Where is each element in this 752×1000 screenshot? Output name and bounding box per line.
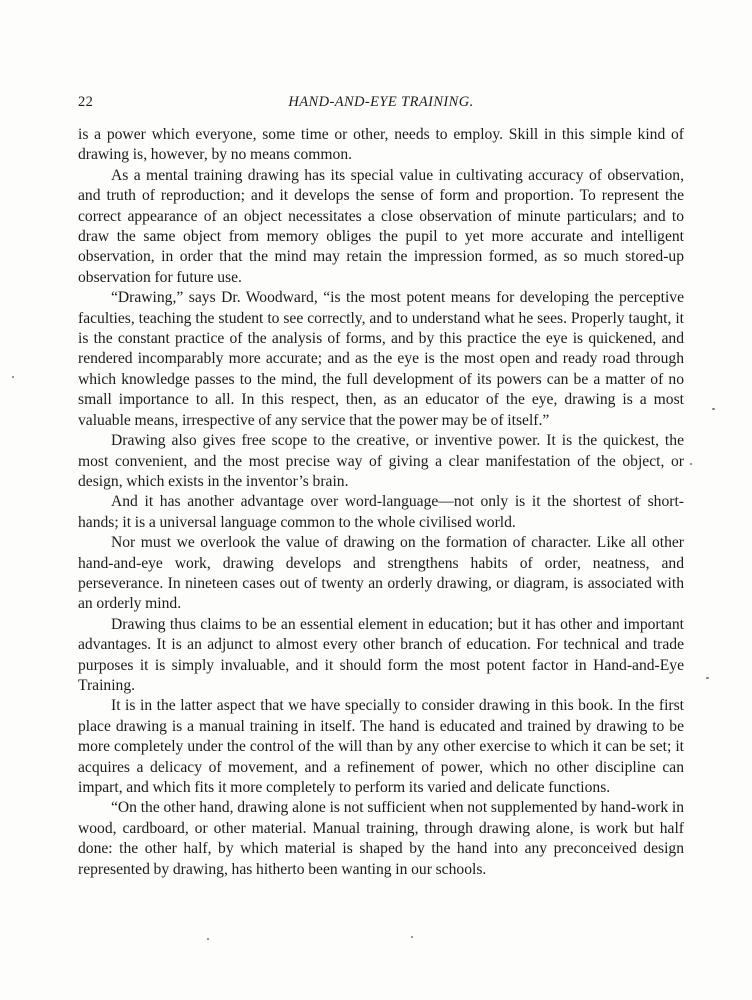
paragraph-2: As a mental training drawing has its special value in cultivating accuracy of observation, and truth of reproduction; and it develops the sense of form and proportion. To represent the correct appearance of an object necessitates a close observation of minute particulars; and to draw the same object from memory obliges the pupil to yet more accurate and intelligent observation, in order that the mind may retain the impression formed, as so much stored-up observation for future use. — [78, 166, 684, 286]
paragraph-7: Drawing thus claims to be an essential element in education; but it has other and important advantages. It is an adjunct to almost every other branch of education. For technical and trade purposes it is simply invaluable, and it should form the most potent factor in Hand-and-Eye Training. — [78, 615, 684, 694]
running-head: HAND-AND-EYE TRAINING. — [288, 94, 474, 110]
paragraph-1: is a power which everyone, some time or other, needs to employ. Skill in this simple kind of drawing is, however, by no means common. — [78, 126, 684, 164]
paragraph-9: “On the other hand, drawing alone is not sufficient when not supplemented by hand-work in wood, cardboard, or other material. Manual training, through drawing alone, is work but half done: the other half, by which material is shaped by the hand into any preconceived design represented by drawing, has hitherto been wanting in our schools. — [78, 799, 684, 878]
scan-speck — [12, 376, 14, 378]
scan-speck — [712, 408, 715, 410]
page-number: 22 — [78, 94, 94, 110]
scan-speck — [706, 677, 709, 679]
scan-speck — [207, 938, 209, 940]
scan-speck — [690, 463, 692, 465]
page-header — [78, 94, 684, 114]
paragraph-6: Nor must we overlook the value of drawing on the formation of character. Like all other hand-and-eye work, drawing develops and strengthens habits of order, neatness, and perseverance. In nineteen cases out of twenty an orderly drawing, or diagram, is associated with an orderly mind. — [78, 534, 684, 613]
paragraph-8: It is in the latter aspect that we have specially to consider drawing in this book. In the first place drawing is a manual training in itself. The hand is educated and trained by drawing to be more completely under the control of the will than by any other exercise to which it can be set; it acquires a delicacy of movement, and a refinement of power, which no other discipline can impart, and which fits it more completely to perform its varied and delicate functions. — [78, 697, 684, 796]
paragraph-3: “Drawing,” says Dr. Woodward, “is the most potent means for developing the perceptive faculties, teaching the student to see correctly, and to understand what he sees. Properly taught, it is the constant practice of the analysis of forms, and by this practice the eye is quickened, and rendered incomparably more accurate; and as the eye is the most open and ready road through which knowledge passes to the mind, the full development of its powers can be a matter of no small importance to all. In this respect, then, as an educator of the eye, drawing is a most valuable means, irrespective of any service that the power may be of itself.” — [78, 289, 684, 429]
scan-speck — [411, 936, 413, 938]
body-text — [78, 125, 684, 880]
paragraph-4: Drawing also gives free scope to the creative, or inventive power. It is the quickest, the most convenient, and the most precise way of giving a clear manifestation of the object, or design, which exists in the inventor’s brain. — [78, 432, 684, 490]
paragraph-5: And it has another advantage over word-language—not only is it the shortest of short-hands; it is a universal language common to the whole civilised world. — [78, 493, 684, 531]
